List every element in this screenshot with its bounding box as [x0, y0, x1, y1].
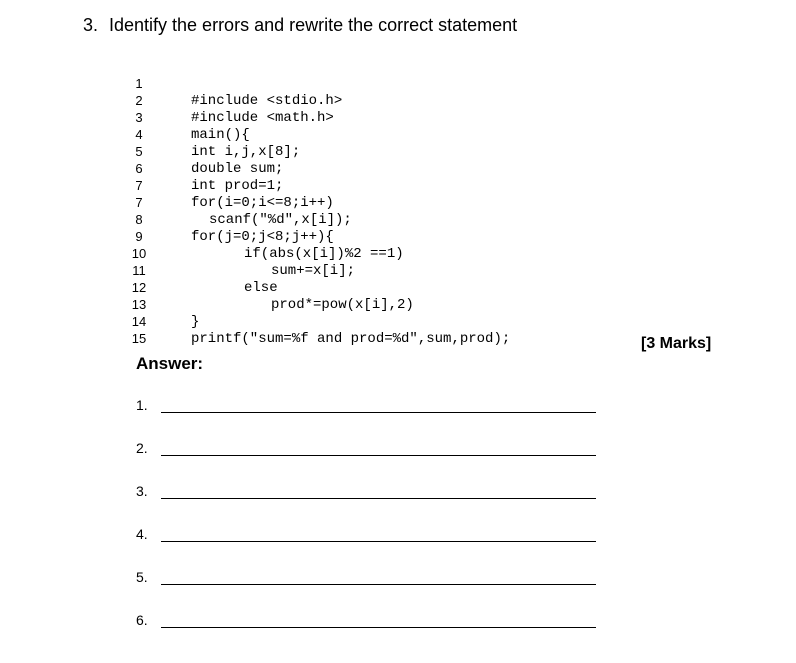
code-text: sum+=x[i]; — [271, 263, 356, 279]
question-text: Identify the errors and rewrite the correct statement — [109, 15, 518, 35]
line-number: 3 — [135, 110, 143, 125]
answer-row[interactable] — [136, 439, 606, 459]
answer-number: 2. — [136, 440, 148, 456]
code-line — [125, 57, 343, 109]
answer-number: 3. — [136, 483, 148, 499]
answer-blank-line[interactable] — [161, 584, 596, 585]
answer-row[interactable] — [136, 611, 606, 631]
code-text: main(){ — [191, 127, 250, 143]
code-line — [125, 91, 250, 143]
code-text: if(abs(x[i])%2 ==1) — [244, 246, 404, 262]
line-number: 8 — [135, 212, 143, 227]
line-number: 13 — [131, 297, 147, 312]
answer-number: 1. — [136, 397, 148, 413]
answer-number: 6. — [136, 612, 148, 628]
answer-blank-line[interactable] — [161, 455, 596, 456]
line-number: 5 — [135, 144, 143, 159]
code-text: else — [244, 280, 278, 296]
line-number: 2 — [135, 93, 143, 108]
question-number: 3. — [83, 15, 99, 35]
line-number: 6 — [135, 161, 143, 176]
answer-heading: Answer: — [136, 354, 204, 373]
answer-blank-line[interactable] — [161, 541, 596, 542]
code-text: double sum; — [191, 161, 284, 177]
answer-row[interactable] — [136, 482, 606, 502]
answer-blank-line[interactable] — [161, 627, 596, 628]
line-number: 11 — [132, 263, 146, 278]
line-number: 10 — [131, 246, 147, 261]
line-number: 15 — [131, 331, 147, 346]
code-text: scanf("%d",x[i]); — [209, 212, 352, 228]
line-number: 7 — [135, 178, 143, 193]
code-text: #include <math.h> — [191, 110, 334, 126]
code-text: for(j=0;j<8;j++){ — [191, 229, 334, 245]
answer-blank-line[interactable] — [161, 412, 596, 413]
line-number: 12 — [131, 280, 147, 295]
line-number: 9 — [135, 229, 143, 244]
question-header — [83, 15, 517, 36]
answer-row[interactable] — [136, 396, 606, 416]
answer-row[interactable] — [136, 525, 606, 545]
line-number: 14 — [131, 314, 147, 329]
answer-blank-line[interactable] — [161, 498, 596, 499]
answer-row[interactable] — [136, 568, 606, 588]
marks-label: [3 Marks] — [641, 335, 712, 352]
line-number: 4 — [135, 127, 143, 142]
answer-number: 5. — [136, 569, 148, 585]
code-text: printf("sum=%f and prod=%d",sum,prod); — [191, 331, 511, 347]
code-text: #include <stdio.h> — [191, 93, 343, 109]
code-text: } — [191, 314, 200, 330]
code-text: prod*=pow(x[i],2) — [271, 297, 414, 313]
line-number: 1 — [135, 76, 143, 91]
code-text: for(i=0;i<=8;i++) — [191, 195, 334, 211]
code-text: int i,j,x[8]; — [191, 144, 301, 160]
answer-number: 4. — [136, 526, 148, 542]
code-text: int prod=1; — [191, 178, 284, 194]
line-number: 7 — [135, 195, 143, 210]
code-line — [125, 312, 147, 346]
